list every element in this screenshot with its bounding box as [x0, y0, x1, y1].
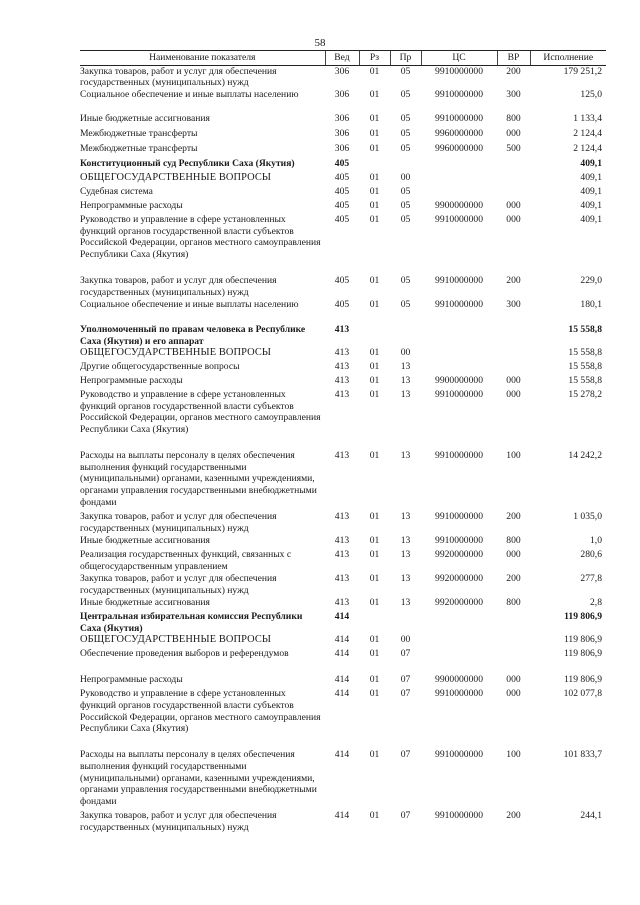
table-row	[80, 65, 606, 89]
cell-vr	[497, 648, 530, 674]
cell-rz: 01	[369, 89, 380, 101]
cell-pr: 05	[400, 200, 411, 212]
table-row	[80, 674, 606, 688]
cell-vr: 500	[506, 143, 521, 155]
cell-exec: 119 806,9	[563, 648, 602, 660]
table-header-row	[80, 51, 606, 66]
cell-name: Закупка товаров, работ и услуг для обеспечения государственных (муниципальных) нужд	[80, 511, 277, 534]
cell-exec: 15 558,8	[568, 361, 602, 373]
cell-rz: 01	[369, 648, 380, 660]
table-row	[80, 749, 606, 810]
table-row	[80, 688, 606, 749]
cell-ved: 414	[334, 674, 350, 686]
cell-name: Закупка товаров, работ и услуг для обеспечения государственных (муниципальных) нужд	[80, 275, 277, 298]
cell-rz: 01	[369, 573, 380, 585]
cell-ved: 413	[334, 597, 350, 609]
cell-rz: 01	[369, 299, 380, 311]
cell-rz: 01	[369, 275, 380, 287]
cell-vr: 200	[506, 65, 521, 77]
cell-cs	[421, 172, 497, 186]
cell-ved: 413	[334, 511, 350, 523]
table-row	[80, 389, 606, 450]
cell-pr: 13	[400, 361, 411, 373]
cell-name: Руководство и управление в сфере установленных функций органов государственной власти субъектов Российской Федерации, органов местного самоуправления Республики Саха (Якутия)	[80, 214, 321, 260]
cell-name: Уполномоченный по правам человека в Республике Саха (Якутия) и его аппарат	[80, 324, 306, 347]
table-row	[80, 810, 606, 834]
cell-vr	[497, 611, 530, 634]
cell-exec: 119 806,9	[563, 674, 602, 686]
cell-ved: 413	[334, 361, 350, 373]
cell-exec: 125,0	[580, 89, 602, 101]
cell-pr: 07	[400, 674, 411, 686]
cell-ved: 306	[334, 128, 350, 140]
cell-pr: 00	[400, 347, 411, 359]
cell-pr: 05	[400, 186, 411, 198]
cell-name: ОБЩЕГОСУДАРСТВЕННЫЕ ВОПРОСЫ	[80, 347, 272, 359]
cell-cs	[421, 648, 497, 674]
cell-name: Иные бюджетные ассигнования	[80, 535, 210, 547]
cell-rz	[359, 158, 390, 172]
cell-pr: 05	[400, 299, 411, 311]
cell-ved: 413	[334, 450, 350, 462]
cell-pr: 13	[400, 511, 411, 523]
cell-exec: 119 806,9	[564, 611, 602, 623]
cell-name: Руководство и управление в сфере установленных функций органов государственной власти субъектов Российской Федерации, органов местного самоуправления Республики Саха (Якутия)	[80, 688, 321, 735]
cell-vr	[497, 172, 530, 186]
cell-exec: 229,0	[580, 275, 602, 287]
cell-name: Социальное обеспечение и иные выплаты населению	[80, 299, 299, 311]
cell-ved: 405	[334, 299, 350, 311]
cell-name: Непрограммные расходы	[80, 200, 183, 212]
cell-vr: 000	[506, 200, 521, 212]
cell-name: Социальное обеспечение и иные выплаты населению	[80, 89, 299, 101]
cell-rz: 01	[369, 634, 380, 646]
cell-rz: 01	[369, 113, 380, 125]
table-row	[80, 450, 606, 511]
cell-cs: 9910000000	[435, 89, 483, 101]
cell-vr	[497, 347, 530, 361]
cell-vr: 200	[506, 511, 521, 523]
cell-cs: 9910000000	[435, 511, 483, 523]
cell-vr	[497, 158, 530, 172]
cell-cs: 9900000000	[435, 375, 483, 387]
cell-name: Другие общегосударственные вопросы	[80, 361, 240, 373]
cell-exec: 2 124,4	[573, 143, 602, 155]
table-row	[80, 549, 606, 573]
cell-ved: 405	[334, 186, 350, 198]
cell-rz: 01	[369, 347, 380, 359]
cell-ved: 413	[334, 535, 350, 547]
cell-cs: 9920000000	[435, 573, 483, 585]
cell-ved: 413	[334, 324, 350, 336]
cell-rz	[359, 611, 390, 634]
cell-name: Конституционный суд Республики Саха (Якутия)	[80, 158, 295, 170]
table-row	[80, 299, 606, 324]
cell-pr	[390, 158, 421, 172]
cell-cs: 9920000000	[435, 549, 483, 561]
cell-exec: 15 278,2	[568, 389, 602, 401]
table-row	[80, 361, 606, 375]
cell-rz: 01	[369, 361, 380, 373]
cell-cs	[421, 186, 497, 200]
cell-pr: 05	[400, 143, 411, 155]
cell-cs: 9910000000	[435, 389, 483, 401]
cell-pr: 13	[400, 597, 411, 609]
header-vr: ВР	[497, 51, 530, 66]
cell-vr: 200	[506, 810, 521, 822]
table-row	[80, 573, 606, 597]
cell-rz: 01	[369, 688, 380, 700]
cell-exec: 119 806,9	[563, 634, 602, 646]
cell-ved: 405	[334, 275, 350, 287]
cell-vr	[497, 361, 530, 375]
cell-name: Закупка товаров, работ и услуг для обеспечения государственных (муниципальных) нужд	[80, 573, 277, 596]
cell-cs: 9910000000	[435, 214, 483, 226]
cell-ved: 413	[334, 347, 350, 359]
cell-exec: 15 558,8	[568, 324, 602, 336]
cell-pr: 05	[400, 128, 411, 140]
cell-cs: 9910000000	[435, 535, 483, 547]
cell-cs: 9900000000	[435, 200, 483, 212]
cell-exec: 409,1	[580, 158, 602, 170]
cell-ved: 413	[334, 375, 350, 387]
cell-vr: 200	[506, 275, 521, 287]
cell-vr: 000	[506, 128, 521, 140]
cell-pr: 13	[400, 573, 411, 585]
cell-vr: 000	[506, 375, 521, 387]
cell-name: Непрограммные расходы	[80, 375, 183, 387]
cell-rz: 01	[369, 810, 380, 822]
cell-name: Реализация государственных функций, связанных с общегосударственным управлением	[80, 549, 292, 572]
cell-cs: 9960000000	[435, 128, 483, 140]
cell-rz: 01	[369, 749, 380, 761]
table-row	[80, 375, 606, 389]
cell-vr: 000	[506, 674, 521, 686]
cell-rz: 01	[369, 214, 380, 226]
cell-name: Непрограммные расходы	[80, 674, 183, 686]
table-row	[80, 611, 606, 634]
header-rz: Рз	[359, 51, 390, 66]
cell-exec: 102 077,8	[563, 688, 602, 700]
cell-exec: 409,1	[580, 214, 602, 226]
cell-exec: 277,8	[580, 573, 602, 585]
cell-cs: 9910000000	[435, 810, 483, 822]
cell-rz: 01	[369, 450, 380, 462]
budget-table	[80, 50, 606, 834]
cell-pr: 13	[400, 450, 411, 462]
cell-cs: 9910000000	[435, 113, 483, 125]
cell-ved: 405	[334, 172, 350, 184]
cell-cs	[421, 634, 497, 648]
cell-pr: 07	[400, 749, 411, 761]
cell-name: Обеспечение проведения выборов и референдумов	[80, 648, 289, 660]
cell-vr	[497, 634, 530, 648]
cell-pr: 05	[400, 89, 411, 101]
table-row	[80, 200, 606, 214]
cell-exec: 101 833,7	[563, 749, 602, 761]
cell-rz: 01	[369, 375, 380, 387]
cell-pr: 13	[400, 549, 411, 561]
cell-exec: 15 558,8	[568, 347, 602, 359]
cell-vr: 800	[506, 535, 521, 547]
cell-ved: 414	[334, 648, 350, 660]
cell-cs: 9910000000	[435, 299, 483, 311]
cell-name: Расходы на выплаты персоналу в целях обеспечения выполнения функций государственными (муниципальными) органами, казенными учреждениями, органами управления государственными внебюджетными фондами	[80, 749, 317, 807]
cell-name: Иные бюджетные ассигнования	[80, 113, 210, 125]
table-row	[80, 143, 606, 158]
cell-vr: 000	[506, 214, 521, 226]
cell-ved: 414	[334, 810, 350, 822]
table-body	[80, 65, 606, 834]
cell-exec: 409,1	[580, 186, 602, 198]
cell-pr: 13	[400, 375, 411, 387]
cell-name: ОБЩЕГОСУДАРСТВЕННЫЕ ВОПРОСЫ	[80, 172, 272, 184]
header-exec: Исполнение	[530, 51, 606, 66]
cell-rz: 01	[369, 535, 380, 547]
cell-name: Закупка товаров, работ и услуг для обеспечения государственных (муниципальных) нужд	[80, 810, 277, 834]
cell-exec: 1 133,4	[573, 113, 602, 125]
cell-cs: 9910000000	[435, 450, 483, 462]
cell-vr: 000	[506, 389, 521, 401]
cell-pr: 05	[400, 275, 411, 287]
cell-exec: 2,8	[590, 597, 602, 609]
cell-exec: 2 124,4	[573, 128, 602, 140]
cell-cs	[421, 324, 497, 347]
cell-rz: 01	[369, 200, 380, 212]
cell-cs: 9900000000	[435, 674, 483, 686]
table-row	[80, 89, 606, 113]
cell-ved: 413	[334, 389, 350, 401]
cell-pr	[390, 324, 421, 347]
cell-vr	[497, 324, 530, 347]
cell-rz: 01	[369, 549, 380, 561]
cell-pr: 05	[400, 65, 411, 77]
table-row	[80, 172, 606, 186]
cell-exec: 14 242,2	[568, 450, 602, 462]
cell-pr: 13	[400, 535, 411, 547]
cell-rz: 01	[369, 674, 380, 686]
table-row	[80, 214, 606, 275]
cell-ved: 414	[334, 688, 350, 700]
cell-rz: 01	[369, 128, 380, 140]
cell-rz: 01	[369, 65, 380, 77]
cell-vr: 800	[506, 113, 521, 125]
table-row	[80, 535, 606, 549]
cell-cs: 9910000000	[435, 65, 483, 77]
cell-cs: 9960000000	[435, 143, 483, 155]
table-row	[80, 648, 606, 674]
cell-cs: 9910000000	[435, 275, 483, 287]
cell-exec: 1,0	[590, 535, 602, 547]
cell-ved: 306	[334, 89, 350, 101]
table-row	[80, 347, 606, 361]
table-row	[80, 597, 606, 611]
cell-ved: 414	[334, 634, 350, 646]
header-ved: Вед	[325, 51, 359, 66]
table-row	[80, 158, 606, 172]
cell-pr: 05	[400, 113, 411, 125]
page-number: 58	[314, 37, 326, 49]
cell-name: Межбюджетные трансферты	[80, 128, 198, 140]
cell-rz: 01	[369, 172, 380, 184]
cell-vr: 800	[506, 597, 521, 609]
cell-exec: 1 035,0	[573, 511, 602, 523]
table-row	[80, 511, 606, 535]
cell-pr: 13	[400, 389, 411, 401]
table-row	[80, 113, 606, 128]
cell-name: Межбюджетные трансферты	[80, 143, 198, 155]
table-row	[80, 324, 606, 347]
cell-vr: 200	[506, 573, 521, 585]
cell-name: Руководство и управление в сфере установленных функций органов государственной власти субъектов Российской Федерации, органов местного самоуправления Республики Саха (Якутия)	[80, 389, 321, 436]
cell-cs	[421, 361, 497, 375]
cell-name: Закупка товаров, работ и услуг для обеспечения государственных (муниципальных) нужд	[80, 65, 277, 89]
header-name: Наименование показателя	[80, 51, 325, 66]
cell-ved: 306	[334, 113, 350, 125]
cell-exec: 280,6	[580, 549, 602, 561]
cell-pr: 07	[400, 810, 411, 822]
table-row	[80, 275, 606, 299]
cell-name: Иные бюджетные ассигнования	[80, 597, 210, 609]
cell-cs	[421, 611, 497, 634]
cell-vr: 100	[506, 450, 521, 462]
cell-ved: 413	[334, 549, 350, 561]
cell-ved: 405	[334, 200, 350, 212]
header-cs: ЦС	[421, 51, 497, 66]
cell-vr: 300	[506, 299, 521, 311]
cell-exec: 244,1	[580, 810, 602, 822]
cell-ved: 405	[334, 214, 350, 226]
cell-vr: 300	[506, 89, 521, 101]
cell-cs	[421, 347, 497, 361]
cell-ved: 306	[334, 65, 350, 77]
cell-exec: 179 251,2	[563, 65, 602, 77]
cell-cs: 9910000000	[435, 688, 483, 700]
cell-pr: 05	[400, 214, 411, 226]
cell-pr: 07	[400, 688, 411, 700]
table-row	[80, 186, 606, 200]
cell-pr: 00	[400, 634, 411, 646]
cell-vr: 000	[506, 549, 521, 561]
cell-exec: 409,1	[580, 200, 602, 212]
cell-rz: 01	[369, 597, 380, 609]
cell-ved: 413	[334, 573, 350, 585]
cell-pr	[390, 611, 421, 634]
cell-rz: 01	[369, 511, 380, 523]
cell-vr: 100	[506, 749, 521, 761]
cell-pr: 00	[400, 172, 411, 184]
cell-vr: 000	[506, 688, 521, 700]
cell-exec: 409,1	[580, 172, 602, 184]
cell-rz	[359, 324, 390, 347]
cell-cs	[421, 158, 497, 172]
cell-cs: 9910000000	[435, 749, 483, 761]
cell-name: Расходы на выплаты персоналу в целях обеспечения выполнения функций государственными (муниципальными) органами, казенными учреждениями, органами управления государственными внебюджетными фондами	[80, 450, 317, 508]
cell-vr	[497, 186, 530, 200]
cell-exec: 15 558,8	[568, 375, 602, 387]
cell-name: Центральная избирательная комиссия Республики Саха (Якутия)	[80, 611, 303, 634]
table-row	[80, 128, 606, 143]
cell-rz: 01	[369, 143, 380, 155]
cell-cs: 9920000000	[435, 597, 483, 609]
cell-rz: 01	[369, 186, 380, 198]
cell-ved: 306	[334, 143, 350, 155]
cell-rz: 01	[369, 389, 380, 401]
cell-ved: 414	[334, 611, 350, 623]
cell-name: ОБЩЕГОСУДАРСТВЕННЫЕ ВОПРОСЫ	[80, 634, 272, 646]
header-pr: Пр	[390, 51, 421, 66]
cell-exec: 180,1	[580, 299, 602, 311]
cell-pr: 07	[400, 648, 411, 660]
cell-ved: 405	[334, 158, 350, 170]
cell-name: Судебная система	[80, 186, 153, 198]
table-row	[80, 634, 606, 648]
cell-ved: 414	[334, 749, 350, 761]
